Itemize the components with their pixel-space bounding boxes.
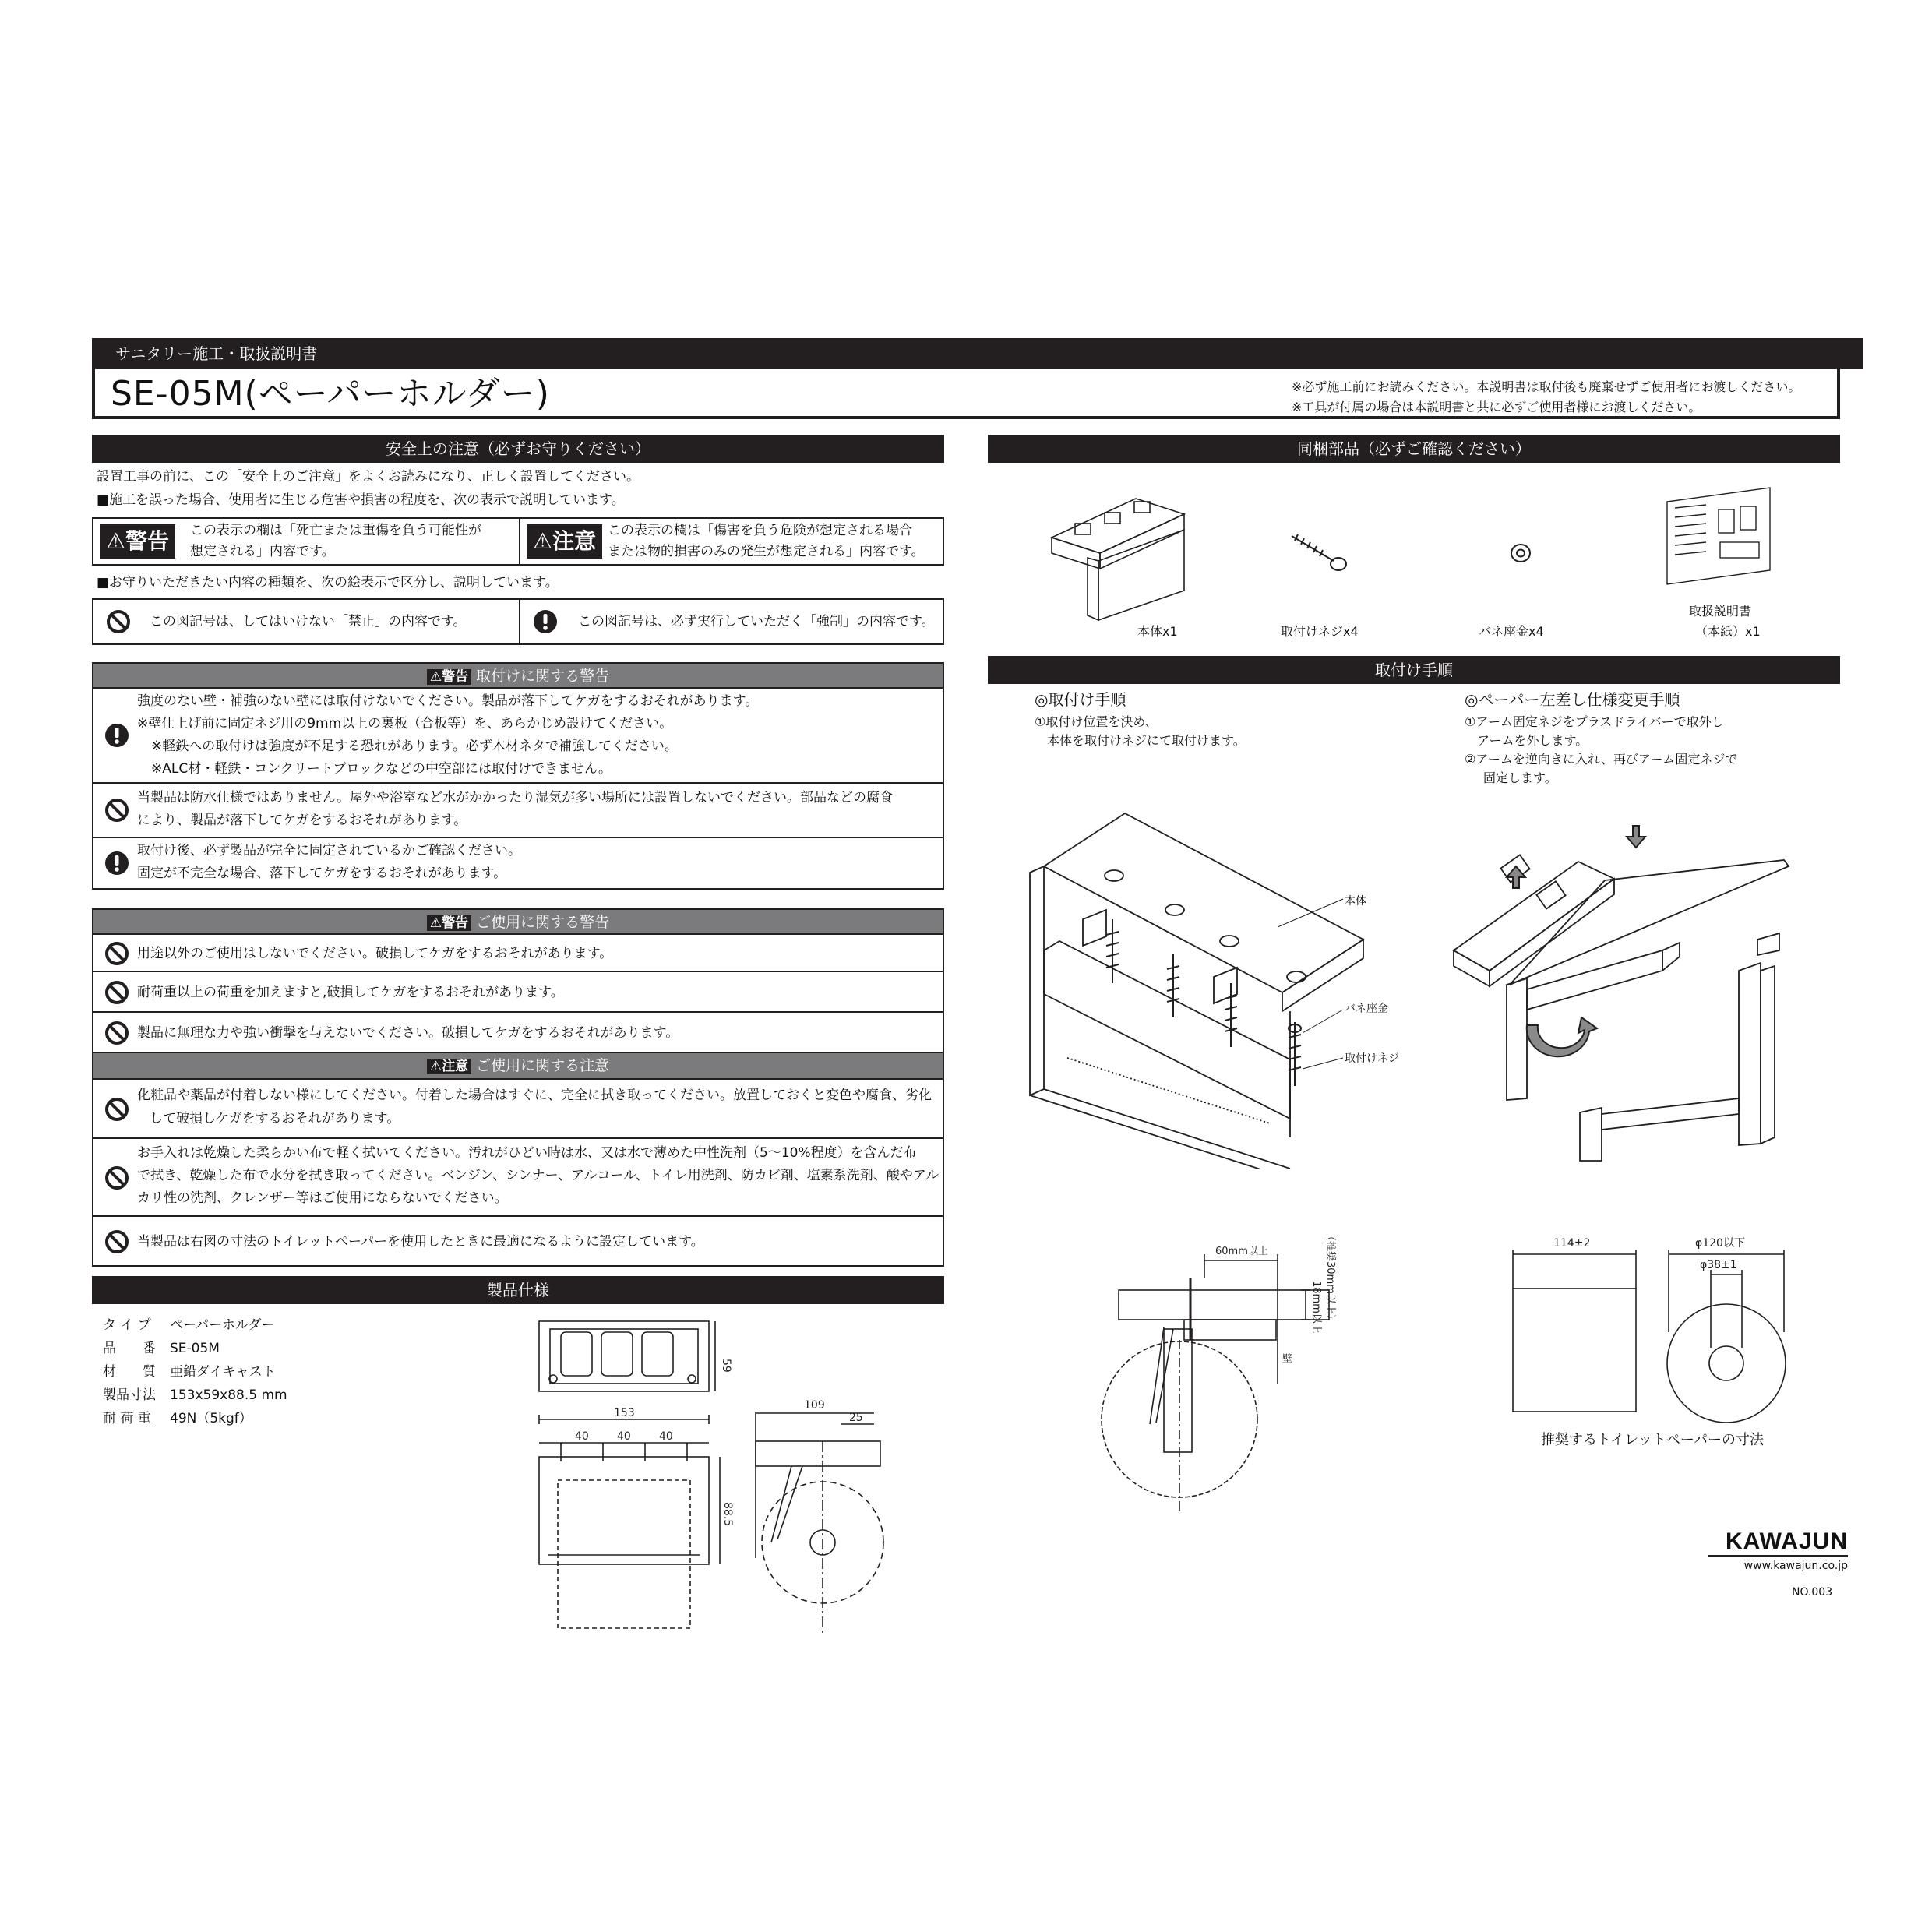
prohibit-icon bbox=[104, 1097, 129, 1122]
install-warning-r2-l2: により、製品が落下してケガをするおそれがあります。 bbox=[137, 813, 467, 828]
caution-explain-l2: または物的損害のみの発生が想定される」内容です。 bbox=[608, 544, 925, 559]
part-screw-label: 取付けネジx4 bbox=[1281, 624, 1359, 639]
install-warning-badge: ⚠警告 bbox=[427, 669, 471, 685]
spec-row bbox=[103, 1407, 301, 1430]
install-step-1: ①取付け位置を決め、 bbox=[1035, 714, 1158, 729]
use-warning-row-2 bbox=[92, 972, 944, 1013]
parts-heading-text: 同梱部品（必ずご確認ください） bbox=[1297, 439, 1531, 458]
use-caution-row-1 bbox=[92, 1078, 944, 1139]
safety-heading bbox=[92, 435, 944, 463]
dim-59: 59 bbox=[720, 1359, 732, 1373]
mandatory-icon bbox=[104, 851, 129, 876]
install-illustration bbox=[1021, 802, 1426, 1169]
severity-legend bbox=[92, 517, 944, 566]
spec-value: 153x59x88.5 mm bbox=[170, 1387, 287, 1403]
left-spec-heading: ◎ペーパー左差し仕様変更手順 bbox=[1465, 690, 1680, 709]
use-caution-badge: ⚠注意 bbox=[427, 1059, 471, 1074]
dim-25: 25 bbox=[849, 1412, 863, 1424]
dim-40-c: 40 bbox=[659, 1430, 673, 1443]
header-note-2: ※工具が付属の場合は本説明書と共に必ずご使用者様にお渡しください。 bbox=[1292, 400, 1701, 414]
warning-explain bbox=[190, 520, 481, 562]
mandatory-icon bbox=[533, 609, 558, 634]
use-caution-r2-l2: で拭き、乾燥した布で水分を拭き取ってください。ベンジン、シンナー、アルコール、トイレ用洗剤、防カビ剤、塩素系洗剤、酸やアル bbox=[137, 1168, 940, 1183]
mandatory-icon bbox=[104, 723, 129, 748]
page-title: SE-05M(ペーパーホルダー) bbox=[111, 374, 550, 414]
use-warning-badge: ⚠警告 bbox=[427, 915, 471, 931]
install-warning-r3-l2: 固定が不完全な場合、落下してケガをするおそれがあります。 bbox=[137, 866, 507, 881]
warning-explain-l1: この表示の欄は「死亡または重傷を負う可能性が bbox=[190, 523, 481, 538]
procedure-heading bbox=[988, 656, 1840, 684]
header-notes bbox=[1292, 377, 1800, 418]
header-note-1: ※必ず施工前にお読みください。本説明書は取付後も廃棄せずご使用者にお渡しください。 bbox=[1292, 379, 1801, 394]
spec-key: 製品寸法 bbox=[103, 1387, 156, 1403]
body-part-illustration bbox=[1044, 483, 1200, 623]
dim-60: 60mm以上 bbox=[1215, 1246, 1268, 1257]
part-body-label: 本体x1 bbox=[1137, 624, 1178, 639]
spec-row bbox=[103, 1337, 301, 1360]
install-warning-title: 取付けに関する警告 bbox=[476, 668, 610, 685]
callout-body: 本体 bbox=[1345, 895, 1366, 908]
prohibit-icon bbox=[104, 980, 129, 1005]
use-caution-row-3 bbox=[92, 1217, 944, 1267]
prohibit-icon bbox=[104, 1229, 129, 1254]
left-spec-step-1b: アームを外します。 bbox=[1477, 733, 1588, 748]
install-warning-row-3 bbox=[92, 838, 944, 890]
install-warning-row-2 bbox=[92, 784, 944, 838]
paper-caption: 推奨するトイレットペーパーの寸法 bbox=[1541, 1432, 1765, 1448]
part-manual-label-1: 取扱説明書 bbox=[1689, 604, 1752, 619]
use-caution-r1-l2: して破損しケガをするおそれがあります。 bbox=[150, 1111, 400, 1126]
spec-row bbox=[103, 1384, 301, 1407]
spec-value: SE-05M bbox=[170, 1341, 220, 1356]
spec-row bbox=[103, 1313, 301, 1337]
dim-109: 109 bbox=[804, 1399, 825, 1412]
install-warning-r1-l4: ※ALC材・軽鉄・コンクリートブロックなどの中空部には取付けできません。 bbox=[151, 761, 612, 777]
spec-heading bbox=[92, 1276, 944, 1304]
brand-logo: KAWAJUN bbox=[1725, 1528, 1848, 1554]
prohibit-icon bbox=[104, 941, 129, 966]
procedure-heading-text: 取付け手順 bbox=[1375, 661, 1453, 679]
use-warning-r3: 製品に無理な力や強い衝撃を与えないでください。破損してケガをするおそれがあります。 bbox=[137, 1025, 679, 1041]
paper-outer-dia: φ120以下 bbox=[1695, 1237, 1745, 1250]
use-caution-r2-l3: カリ性の洗剤、クレンザー等はご使用にならないでください。 bbox=[137, 1190, 508, 1206]
left-spec-step-2b: 固定します。 bbox=[1483, 770, 1557, 785]
use-warning-row-3 bbox=[92, 1013, 944, 1053]
caution-explain-l1: この表示の欄は「傷害を負う危険が想定される場合 bbox=[608, 523, 912, 538]
dim-153: 153 bbox=[614, 1407, 635, 1419]
use-caution-row-2 bbox=[92, 1139, 944, 1217]
prohibit-icon bbox=[104, 1021, 129, 1045]
spec-key: 材 質 bbox=[103, 1364, 156, 1380]
use-caution-heading bbox=[92, 1053, 944, 1078]
prohibit-icon bbox=[106, 609, 131, 634]
install-warning-r2-l1: 当製品は防水仕様ではありません。屋外や浴室など水がかかったり湿気が多い場所には設置しないでください。部品などの腐食 bbox=[137, 790, 894, 806]
use-warning-row-1 bbox=[92, 933, 944, 972]
paper-core-dia: φ38±1 bbox=[1700, 1259, 1737, 1271]
symbol-divider bbox=[519, 600, 520, 643]
use-caution-r1-l1: 化粧品や薬品が付着しない様にしてください。付着した場合はすぐに、完全に拭き取ってください。放置しておくと変色や腐食、劣化 bbox=[137, 1088, 932, 1103]
use-caution-r2-l1: お手入れは乾燥した柔らかい布で軽く拭いてください。汚れがひどい時は水、又は水で薄めた中性洗剤（5～10%程度）を含んだ布 bbox=[137, 1145, 917, 1161]
spec-key: タ イ プ bbox=[103, 1317, 151, 1333]
prohibit-icon bbox=[104, 1165, 129, 1190]
dim-40-a: 40 bbox=[575, 1430, 589, 1443]
install-step-1b: 本体を取付けネジにて取付けます。 bbox=[1047, 733, 1246, 748]
safety-intro-2: ■施工を誤った場合、使用者に生じる危害や損害の程度を、次の表示で説明しています。 bbox=[97, 492, 625, 508]
dim-88-5: 88.5 bbox=[721, 1502, 734, 1527]
warning-explain-l2: 想定される」内容です。 bbox=[190, 544, 335, 559]
use-warning-r1: 用途以外のご使用はしないでください。破損してケガをするおそれがあります。 bbox=[137, 946, 613, 961]
arm-change-illustration bbox=[1449, 818, 1807, 1169]
install-warning-r1-l3: ※軽鉄への取付けは強度が不足する恐れがあります。必ず木材ネタで補強してください。 bbox=[151, 739, 678, 754]
use-caution-title: ご使用に関する注意 bbox=[476, 1057, 610, 1074]
prohibit-explain: この図記号は、してはいけない「禁止」の内容です。 bbox=[150, 614, 467, 629]
symbol-legend bbox=[92, 598, 944, 645]
safety-intro-3: ■お守りいただきたい内容の種類を、次の絵表示で区分し、説明しています。 bbox=[97, 575, 559, 591]
safety-intro-1: 設置工事の前に、この「安全上のご注意」をよくお読みになり、正しく設置してください。 bbox=[97, 469, 640, 485]
wall-label: 壁 bbox=[1282, 1353, 1293, 1365]
install-warning-heading bbox=[92, 662, 944, 687]
prohibit-icon bbox=[104, 798, 129, 823]
spec-row bbox=[103, 1360, 301, 1384]
left-spec-step-2: ②アームを逆向きに入れ、再びアーム固定ネジで bbox=[1465, 752, 1738, 767]
dim-30: （推奨30mm以上） bbox=[1324, 1231, 1336, 1324]
dim-18: 18mm以上 bbox=[1310, 1281, 1322, 1334]
spec-heading-text: 製品仕様 bbox=[487, 1281, 549, 1299]
use-warning-heading bbox=[92, 908, 944, 933]
parts-heading bbox=[988, 435, 1840, 463]
screw-icon bbox=[1287, 530, 1349, 576]
safety-heading-text: 安全上の注意（必ずお守りください） bbox=[386, 439, 650, 458]
warning-badge: ⚠警告 bbox=[100, 524, 175, 559]
brand-url: www.kawajun.co.jp bbox=[1743, 1560, 1848, 1572]
part-manual-label-2: （本紙）x1 bbox=[1695, 624, 1761, 639]
install-warning-r3-l1: 取付け後、必ず製品が完全に固定されているかご確認ください。 bbox=[137, 843, 521, 858]
dim-40-b: 40 bbox=[617, 1430, 631, 1443]
spec-key: 品 番 bbox=[103, 1341, 156, 1356]
use-caution-r3: 当製品は右図の寸法のトイレットペーパーを使用したときに最適になるように設定しています。 bbox=[137, 1234, 704, 1250]
paper-width: 114±2 bbox=[1553, 1237, 1591, 1250]
doc-number: NO.003 bbox=[1792, 1586, 1833, 1599]
dimension-drawing bbox=[530, 1309, 935, 1636]
caution-explain bbox=[608, 520, 925, 562]
install-steps-heading: ◎取付け手順 bbox=[1035, 690, 1126, 709]
install-warning-row-1 bbox=[92, 687, 944, 784]
spec-value: ペーパーホルダー bbox=[170, 1317, 275, 1333]
legend-divider bbox=[519, 519, 520, 564]
manual-icon bbox=[1659, 486, 1776, 587]
callout-washer: バネ座金 bbox=[1345, 1003, 1388, 1015]
part-washer-label: バネ座金x4 bbox=[1479, 624, 1544, 639]
spec-key: 耐 荷 重 bbox=[103, 1411, 151, 1426]
callout-screw: 取付けネジ bbox=[1345, 1052, 1399, 1065]
spec-value: 亜鉛ダイキャスト bbox=[170, 1364, 276, 1380]
use-warning-r2: 耐荷重以上の荷重を加えますと,破損してケガをするおそれがあります。 bbox=[137, 985, 564, 1000]
use-warning-title: ご使用に関する警告 bbox=[476, 914, 610, 931]
spring-washer-icon bbox=[1505, 538, 1536, 569]
doc-type-bar bbox=[92, 338, 1863, 369]
clearance-drawing bbox=[1067, 1231, 1363, 1511]
spec-table bbox=[103, 1313, 301, 1430]
brand-block bbox=[1715, 1528, 1848, 1574]
caution-badge: ⚠注意 bbox=[527, 524, 602, 559]
doc-type-label: サニタリー施工・取扱説明書 bbox=[115, 344, 318, 363]
paper-dimension-drawing bbox=[1504, 1231, 1807, 1433]
left-spec-step-1: ①アーム固定ネジをプラスドライバーで取外し bbox=[1465, 714, 1724, 729]
install-warning-r1-l2: ※壁仕上げ前に固定ネジ用の9mm以上の裏板（合板等）を、あらかじめ設けてください。 bbox=[137, 716, 673, 732]
install-warning-r1-l1: 強度のない壁・補強のない壁には取付けないでください。製品が落下してケガをするおそれがあります。 bbox=[137, 693, 759, 709]
mandatory-explain: この図記号は、必ず実行していただく「強制」の内容です。 bbox=[578, 614, 935, 629]
spec-value: 49N（5kgf） bbox=[170, 1411, 252, 1426]
